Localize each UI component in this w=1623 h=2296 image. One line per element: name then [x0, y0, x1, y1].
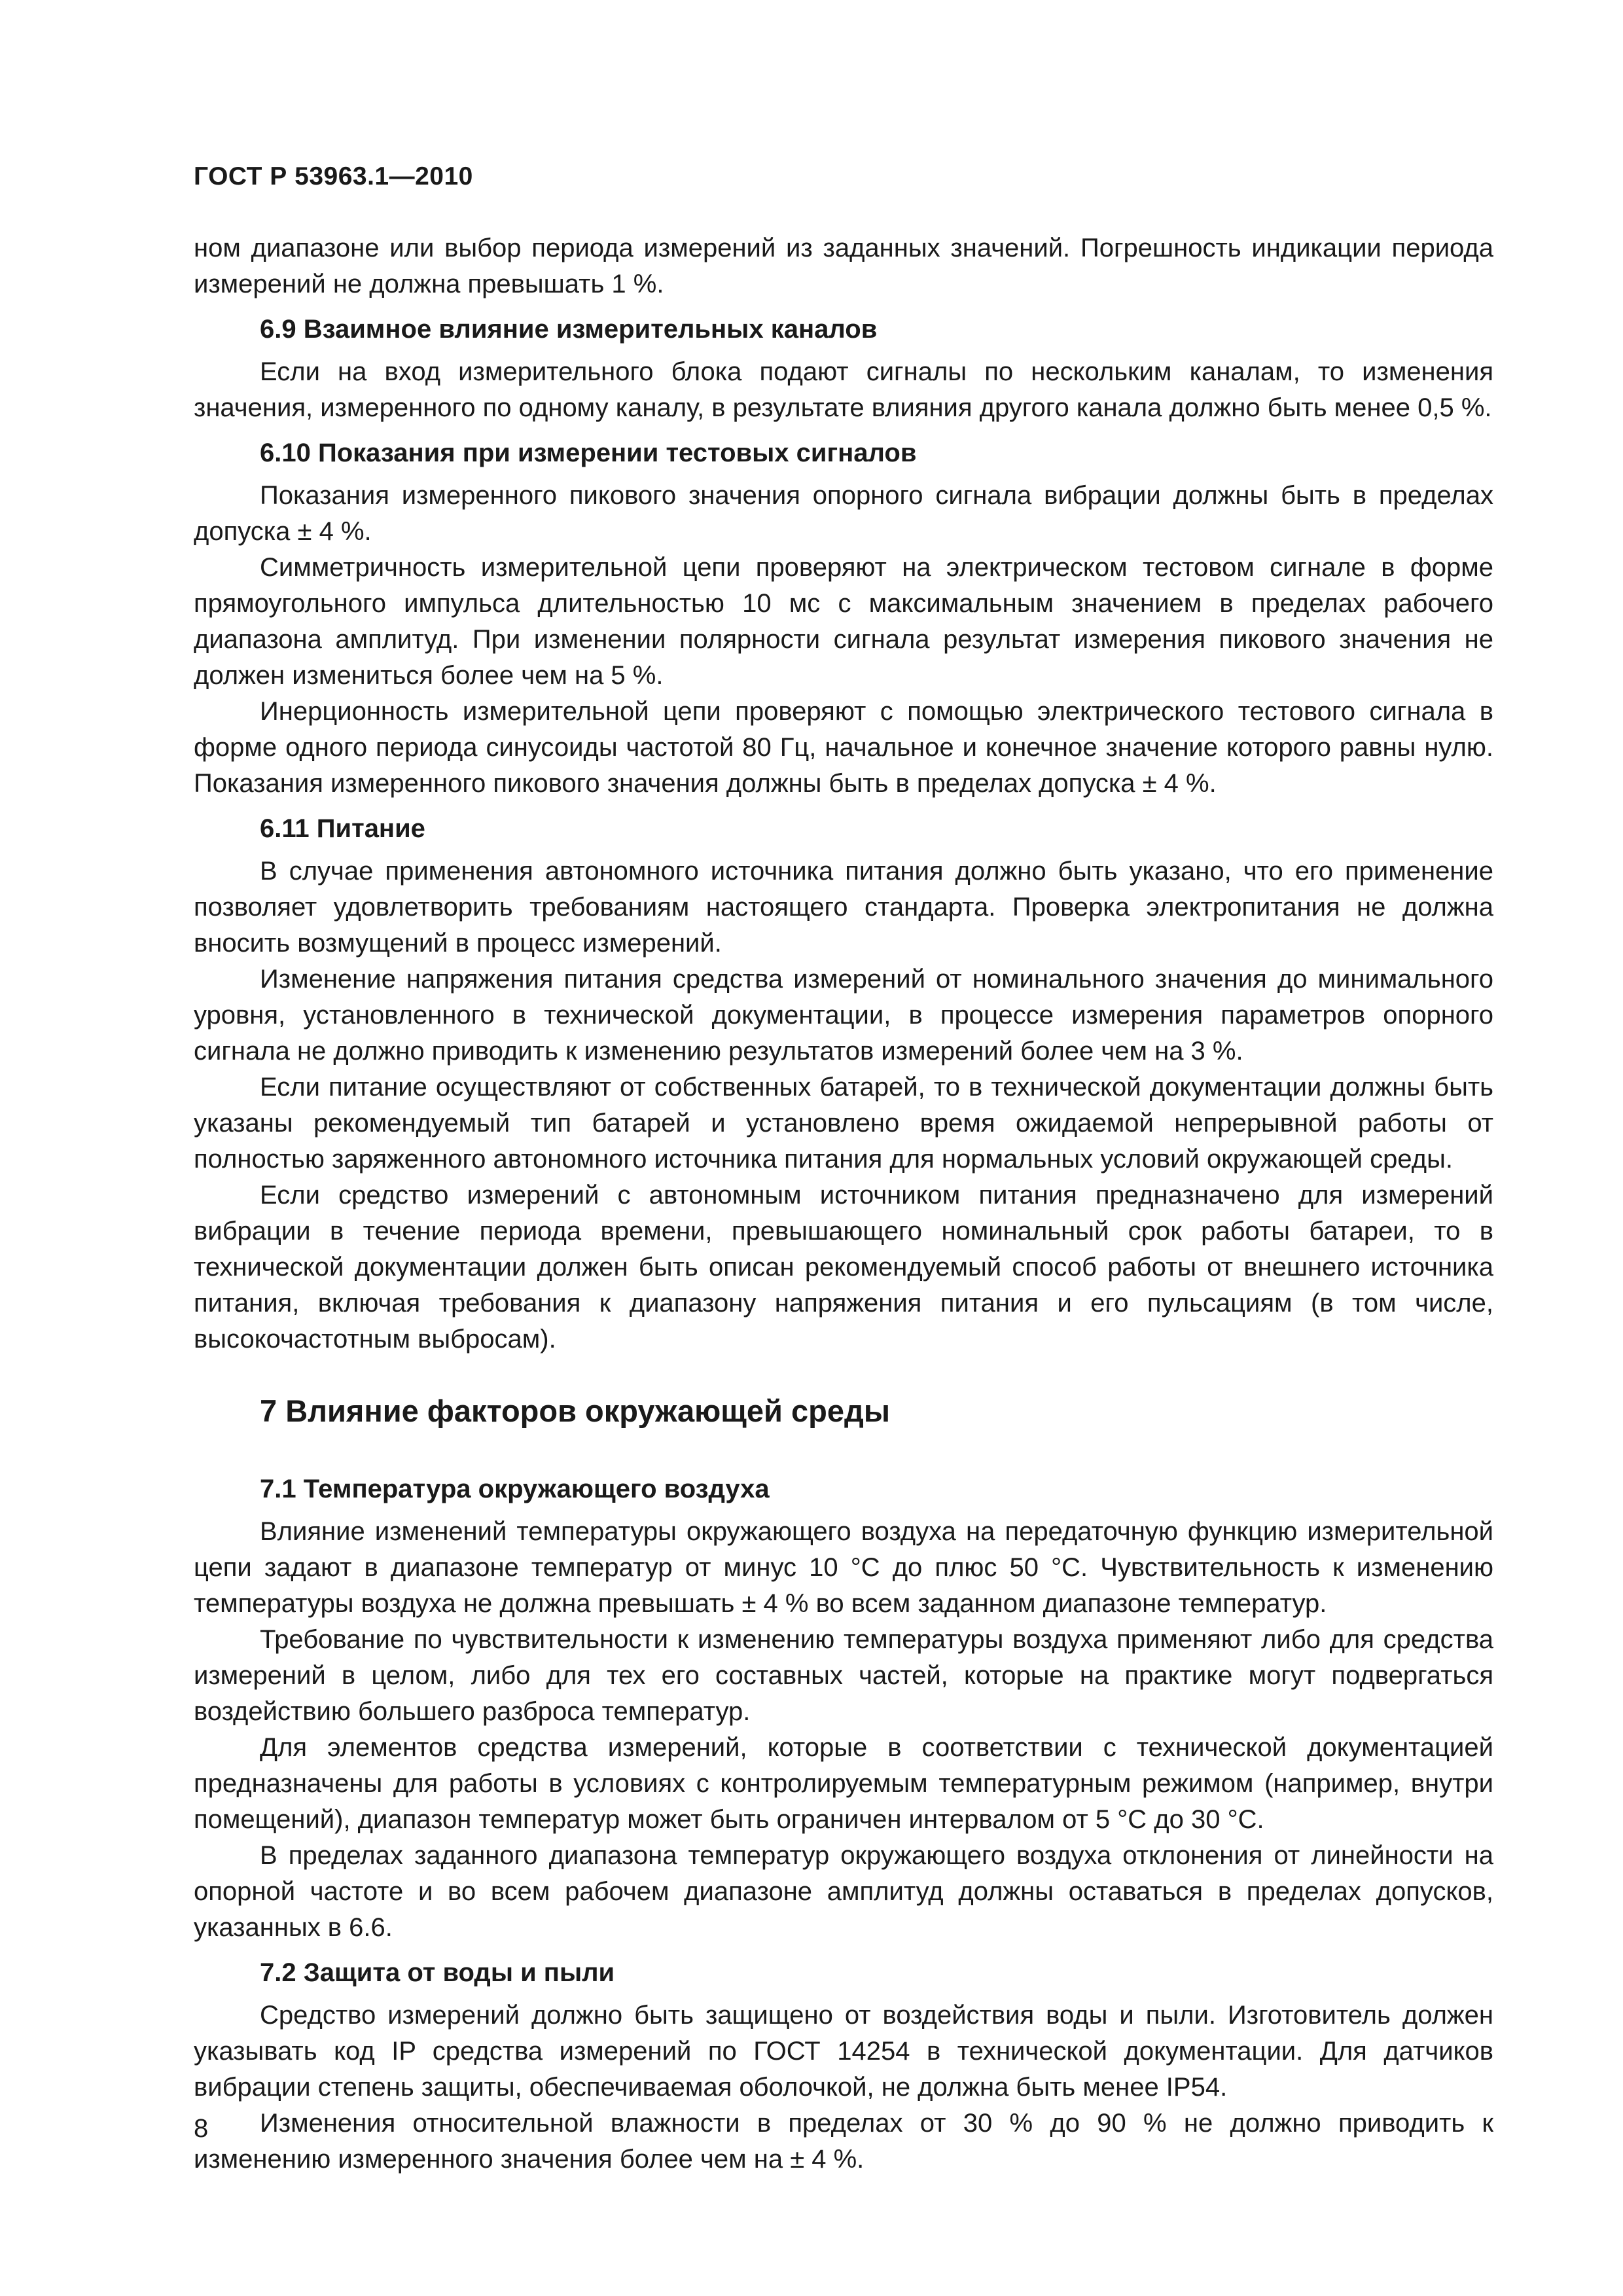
paragraph-6-11-2: Изменение напряжения питания средства измерений от номинального значения до минимального уровня, установленного в технической документации, в процессе измерения параметров опорного сигнала не должно приводить к изменению результатов измерений более чем на 3 %.	[194, 965, 1493, 1066]
paragraph-7-2-2: Изменения относительной влажности в пределах от 30 % до 90 % не должно приводить к изменению измеренного значения более чем на ± 4 %.	[194, 2109, 1493, 2174]
paragraph-7-1-1: Влияние изменений температуры окружающего воздуха на передаточную функцию измерительной цепи задают в диапазоне температур от минус 10 °С до плюс 50 °С. Чувствительность к изменению температуры воздуха не должна превышать ± 4 % во всем заданном диапазоне температур.	[194, 1517, 1493, 1618]
paragraph-6-10-1: Показания измеренного пикового значения опорного сигнала вибрации должны быть в пределах допуска ± 4 %.	[194, 481, 1493, 546]
paragraph-7-1-2: Требование по чувствительности к изменению температуры воздуха применяют либо для средства измерений в целом, либо для тех его составных частей, которые на практике могут подвергаться воздействию большего разброса температур.	[194, 1625, 1493, 1726]
paragraph-6-10-3: Инерционность измерительной цепи проверяют с помощью электрического тестового сигнала в форме одного периода синусоиды частотой 80 Гц, начальное и конечное значение которого равны нулю. Показания измеренного пикового значения должны быть в пределах допуска ± 4 %.	[194, 697, 1493, 798]
paragraph-6-9-1: Если на вход измерительного блока подают сигналы по нескольким каналам, то изменения значения, измеренного по одному каналу, в результате влияния другого канала должно быть менее 0,5 %.	[194, 357, 1493, 422]
paragraph-6-11-3: Если питание осуществляют от собственных батарей, то в технической документации должны быть указаны рекомендуемый тип батарей и установлено время ожидаемой непрерывной работы от полностью заряженного автономного источника питания для нормальных условий окружающей среды.	[194, 1073, 1493, 1174]
document-body	[194, 230, 1493, 2178]
paragraph-6-11-4: Если средство измерений с автономным источником питания предназначено для измерений вибрации в течение периода времени, превышающего номинальный срок работы батареи, то в технической документации должен быть описан рекомендуемый способ работы от внешнего источника питания, включая требования к диапазону напряжения питания и его пульсациям (в том числе, высокочастотным выбросам).	[194, 1181, 1493, 1354]
heading-7-1: 7.1 Температура окружающего воздуха	[260, 1475, 770, 1503]
paragraph-7-2-1: Средство измерений должно быть защищено от воздействия воды и пыли. Изготовитель должен указывать код IP средства измерений по ГОСТ 14254 в технической документации. Для датчиков вибрации степень защиты, обеспечиваемая оболочкой, не должна быть менее IP54.	[194, 2001, 1493, 2102]
paragraph-7-1-3: Для элементов средства измерений, которые в соответствии с технической документацией предназначены для работы в условиях с контролируемым температурным режимом (например, внутри помещений), диапазон температур может быть ограничен интервалом от 5 °С до 30 °С.	[194, 1733, 1493, 1834]
heading-section-7: 7 Влияние факторов окружающей среды	[260, 1393, 890, 1428]
page-number: 8	[194, 2114, 209, 2143]
continuation-paragraph: ном диапазоне или выбор периода измерений из заданных значений. Погрешность индикации периода измерений не должна превышать 1 %.	[194, 234, 1493, 298]
heading-6-10: 6.10 Показания при измерении тестовых сигналов	[260, 439, 917, 467]
heading-6-11: 6.11 Питание	[260, 814, 425, 843]
document-id: ГОСТ Р 53963.1—2010	[194, 162, 473, 190]
paragraph-6-11-1: В случае применения автономного источника питания должно быть указано, что его применение позволяет удовлетворить требованиям настоящего стандарта. Проверка электропитания не должна вносить возмущений в процесс измерений.	[194, 857, 1493, 958]
paragraph-7-1-4: В пределах заданного диапазона температур окружающего воздуха отклонения от линейности на опорной частоте и во всем рабочем диапазоне амплитуд должны оставаться в пределах допусков, указанных в 6.6.	[194, 1841, 1493, 1942]
paragraph-6-10-2: Симметричность измерительной цепи проверяют на электрическом тестовом сигнале в форме прямоугольного импульса длительностью 10 мс с максимальным значением в пределах рабочего диапазона амплитуд. При изменении полярности сигнала результат измерения пикового значения не должен измениться более чем на 5 %.	[194, 553, 1493, 690]
heading-7-2: 7.2 Защита от воды и пыли	[260, 1958, 615, 1987]
heading-6-9: 6.9 Взаимное влияние измерительных каналов	[260, 315, 878, 344]
